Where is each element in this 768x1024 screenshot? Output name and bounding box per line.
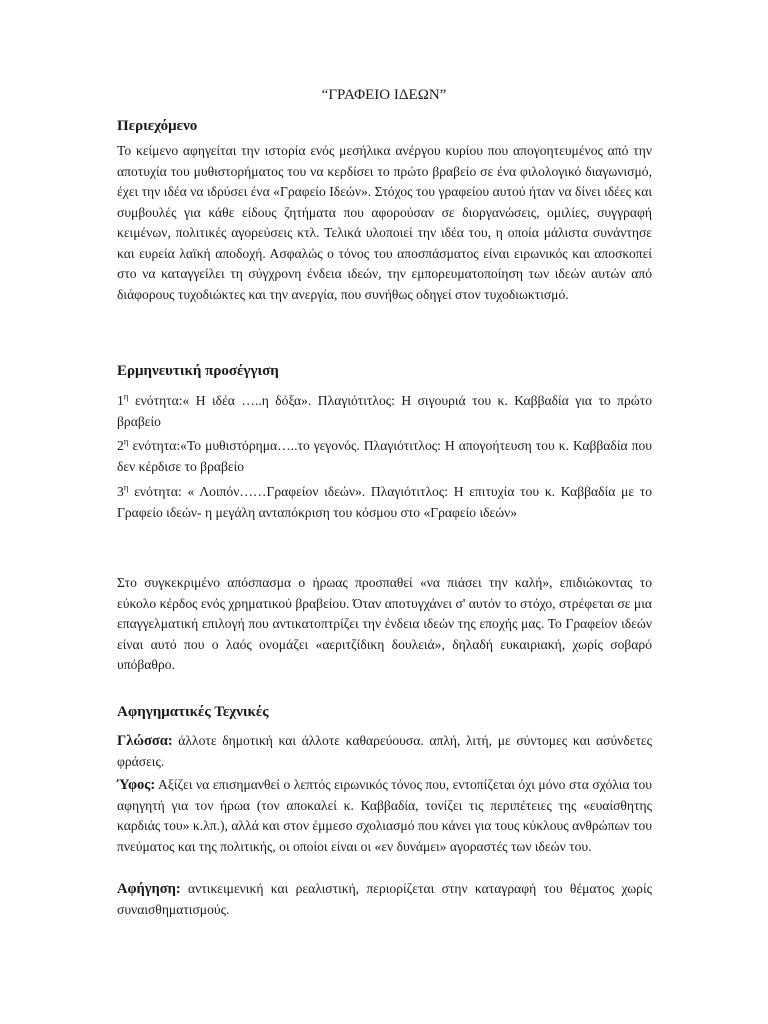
narration-paragraph [117, 879, 652, 920]
unit-3-text: ενότητα: « Λοιπόν……Γραφείον ιδεών». Πλαγιότιτλος: Η επιτυχία του κ. Καββαδία με το Γραφείο ιδεών- η μεγάλη ανταπόκριση του κόσμου στο «Γραφείο ιδεών» [117, 484, 652, 520]
style-text: Αξίζει να επισημανθεί ο λεπτός ειρωνικός τόνος που, εντοπίζεται όχι μόνο στα σχόλια του αφηγητή για τον ήρωα (τον αποκαλεί κ. Καββαδία, τονίζει τις περιπέτειες της «ευαίσθητης καρδιάς του» κ.λπ.), αλλά και στον έμμεσο σχολιασμό που κάνει για τους κύκλους ανθρώπων του πνεύματος και της πολιτικής, οι οποίοι είναι οι «εν δυνάμει» αγοραστές των ιδεών του. [117, 777, 652, 854]
unit-3-number: 3 [117, 484, 124, 499]
unit-2-paragraph [117, 436, 652, 477]
unit-3-paragraph [117, 482, 652, 523]
narration-text: αντικειμενική και ρεαλιστική, περιορίζεται στην καταγραφή του θέματος χωρίς συναισθηματισμούς. [117, 881, 652, 917]
unit-2-text: ενότητα:«Το μυθιστόρημα…..το γεγονός. Πλαγιότιτλος: Η απογοήτευση του κ. Καββαδία που δεν κέρδισε το βραβείο [117, 438, 652, 474]
unit-1-ordinal: η [123, 391, 129, 402]
hermeneutic-heading: Ερμηνευτική προσέγγιση [117, 363, 279, 379]
content-paragraph: Το κείμενο αφηγείται την ιστορία ενός μεσήλικα ανέργου κυρίου που απογοητευμένος από την αποτυχία του μυθιστορήματος του να κερδίσει το πρώτο βραβείο σε ένα φιλολογικό διαγωνισμό, έχει την ιδέα να ιδρύσει ένα «Γραφείο Ιδεών». Στόχος του γραφείου αυτού ήταν να δίνει ιδέες και συμβουλές για κάθε είδους ζητήματα που αφορούσαν σε διοργανώσεις, ομιλίες, συγγραφή κειμένων, πολιτικές αγορεύσεις κτλ. Τελικά υλοποιεί την ιδέα του, η οποία μάλιστα συνάντησε και ευρεία λαϊκή αποδοχή. Ασφαλώς ο τόνος του αποσπάσματος είναι ειρωνικός και αποσκοπεί στο να καταγγείλει τη σύγχρονη ένδεια ιδεών, την εμπορευματοποίηση των ιδεών αυτών από διάφορους τυχοδιώκτες και την ανεργία, που συνήθως οδηγεί στον τυχοδιωκτισμό. [117, 143, 652, 302]
techniques-heading: Αφηγηματικές Τεχνικές [117, 704, 269, 720]
narration-label: Αφήγηση: [117, 881, 181, 897]
unit-1-number: 1 [117, 393, 124, 408]
language-label: Γλώσσα: [117, 733, 173, 749]
unit-2-number: 2 [117, 438, 124, 453]
unit-1-paragraph [117, 391, 652, 432]
document-title: “ΓΡΑΦΕΙΟ ΙΔΕΩΝ” [321, 87, 447, 103]
style-paragraph [117, 775, 652, 857]
style-label: Ύφος: [117, 777, 156, 793]
analysis-paragraph: Στο συγκεκριμένο απόσπασμα ο ήρωας προσπαθεί «να πιάσει την καλή», επιδιώκοντας το εύκολο κέρδος ενός χρηματικού βραβείου. Όταν αποτυγχάνει σ' αυτόν το στόχο, στρέφεται σε μια επαγγελματική επιλογή που αντικατοπτρίζει την ένδεια ιδεών της εποχής μας. Το Γραφείον ιδεών είναι αυτό που ο λαός ονομάζει «αεριτζίδικη δουλειά», δηλαδή ευκαιριακή, χωρίς σοβαρό υπόβαθρο. [117, 575, 652, 672]
content-heading: Περιεχόμενο [117, 118, 198, 134]
unit-3-ordinal: η [123, 482, 129, 493]
unit-1-text: ενότητα:« Η ιδέα …..η δόξα». Πλαγιότιτλος: Η σιγουριά του κ. Καββαδία για το πρώτο βραβείο [117, 393, 652, 429]
unit-2-ordinal: η [123, 436, 129, 447]
language-text: άλλοτε δημοτική και άλλοτε καθαρεύουσα. απλή, λιτή, με σύντομες και ασύνδετες φράσεις. [117, 733, 652, 769]
language-paragraph [117, 731, 652, 772]
